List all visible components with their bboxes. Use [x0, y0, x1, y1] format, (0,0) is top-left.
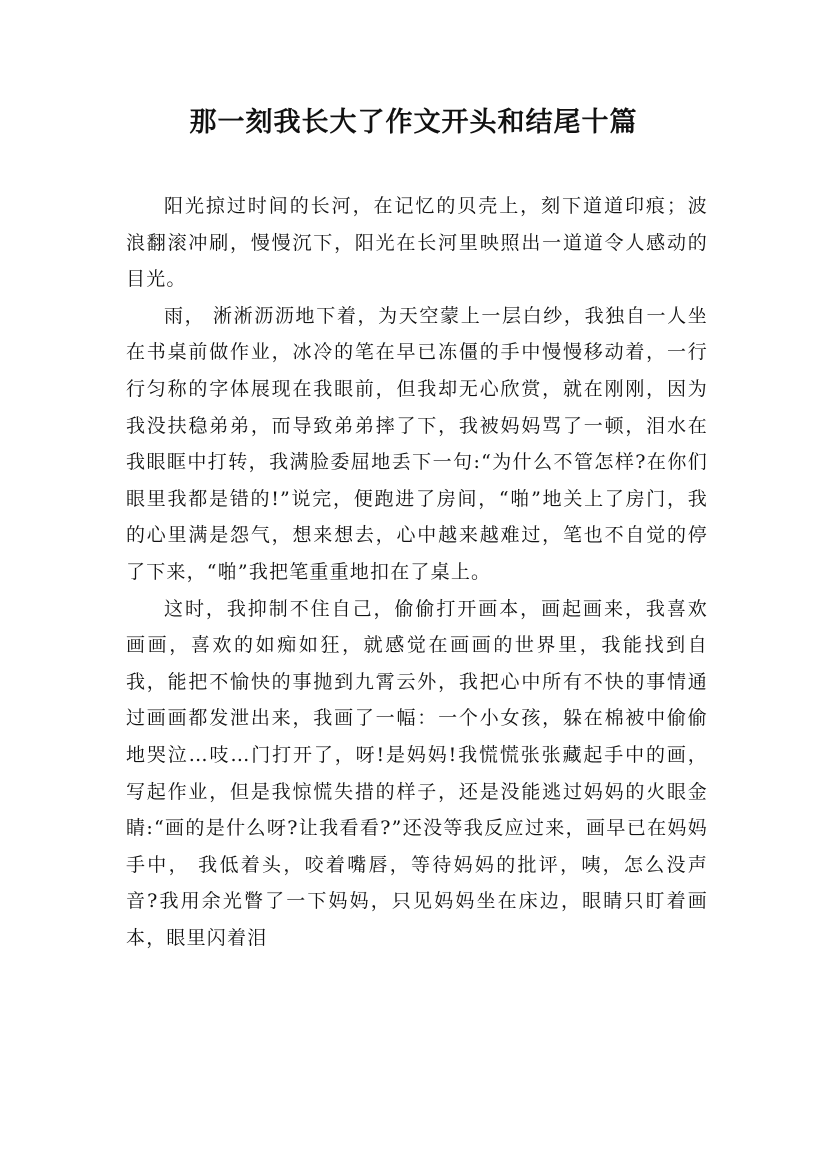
paragraph-3: 这时，我抑制不住自己，偷偷打开画本，画起画来，我喜欢画画，喜欢的如痴如狂，就感觉在画画的世界里，我能找到自我，能把不愉快的事抛到九霄云外，我把心中所有不快的事情通过画画都发泄出来，我画了一幅：一个小女孩，躲在棉被中偷偷地哭泣…吱…门打开了，呀!是妈妈!我慌慌张张藏起手中的画，写起作业，但是我惊慌失措的样子，还是没能逃过妈妈的火眼金睛:“画的是什么呀?让我看看?”还没等我反应过来，画早已在妈妈手中， 我低着头，咬着嘴唇，等待妈妈的批评，咦，怎么没声音?我用余光瞥了一下妈妈，只见妈妈坐在床边，眼睛只盯着画本，眼里闪着泪	[126, 597, 708, 949]
paragraph-1: 阳光掠过时间的长河，在记忆的贝壳上，刻下道道印痕；波浪翻滚冲刷，慢慢沉下，阳光在长河里映照出一道道令人感动的目光。	[126, 195, 708, 291]
paragraph-2: 雨， 淅淅沥沥地下着，为天空蒙上一层白纱，我独自一人坐在书桌前做作业，冰冷的笔在早已冻僵的手中慢慢移动着，一行行匀称的字体展现在我眼前，但我却无心欣赏，就在刚刚，因为我没扶稳弟弟，而导致弟弟摔了下，我被妈妈骂了一顿，泪水在我眼眶中打转，我满脸委屈地丢下一句:“为什么不管怎样?在你们眼里我都是错的!”说完，便跑进了房间，“啪”地关上了房门，我的心里满是怨气，想来想去，心中越来越难过，笔也不自觉的停了下来，“啪”我把笔重重地扣在了桌上。	[126, 304, 708, 583]
document-title: 那一刻我长大了作文开头和结尾十篇	[189, 107, 638, 138]
document-body	[126, 188, 708, 956]
